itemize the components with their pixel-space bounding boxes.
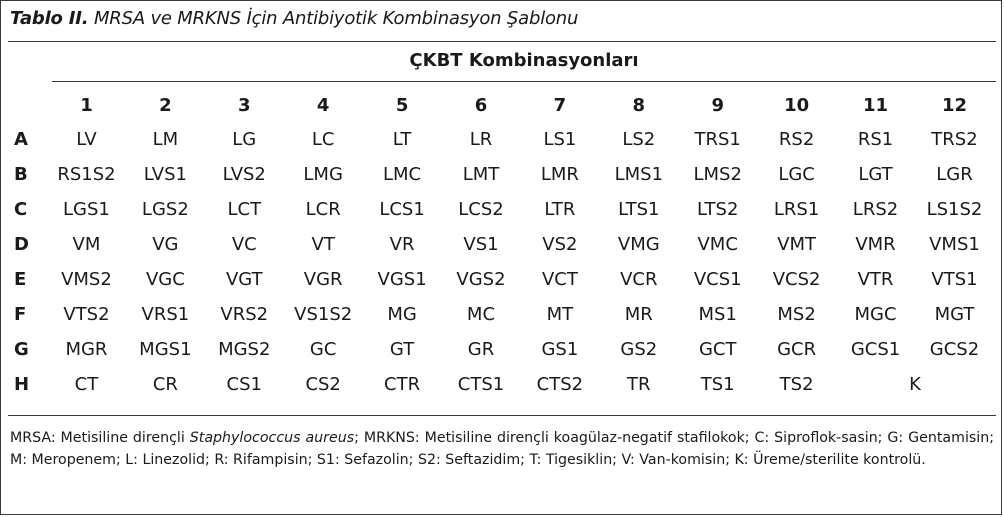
table-cell: VMG <box>617 234 660 255</box>
table-cell: VCT <box>541 269 578 290</box>
table-cell: LMS2 <box>693 164 742 185</box>
table-cell: LMR <box>540 164 579 185</box>
table-cell: MGT <box>934 304 975 325</box>
table-cell: RS1 <box>857 129 894 150</box>
table-cell: LRS1 <box>773 199 820 220</box>
table-row <box>10 227 994 262</box>
table-cell: GCT <box>698 339 737 360</box>
table-cell: LGS1 <box>63 199 110 220</box>
table-cell: LMS1 <box>614 164 664 185</box>
table-cell: VGC <box>145 269 185 290</box>
footnote-text: MRSA: Metisiline dirençli <box>10 430 190 446</box>
table-cell: LGS2 <box>141 199 189 220</box>
table-cell: VRS2 <box>220 304 269 325</box>
table-cell: LGR <box>936 164 973 185</box>
table-cell: VTS1 <box>931 269 978 290</box>
table-cell: GCS2 <box>929 339 980 360</box>
table-cell: GCR <box>777 339 817 360</box>
title-rule <box>8 41 996 42</box>
table-cell: LTS1 <box>618 199 660 220</box>
row-label: D <box>14 234 29 255</box>
table-cell: VGT <box>225 269 263 290</box>
table-cell: LS2 <box>622 129 656 150</box>
table-caption: MRSA ve MRKNS İçin Antibiyotik Kombinasyon Şablonu <box>93 8 579 29</box>
table-number: Tablo II. <box>10 8 89 29</box>
column-header: 3 <box>238 94 251 116</box>
table-cell: VS2 <box>542 234 578 255</box>
table-cell: VMR <box>855 234 896 255</box>
table-cell: LMC <box>383 164 422 185</box>
table-cell: CS1 <box>226 374 262 395</box>
row-label: A <box>14 129 28 150</box>
column-header: 6 <box>474 94 488 116</box>
footnote-text: ; MRKNS: Metisiline dirençli koagülaz-negatif stafilokok; C: Siproflok-sasin; G: Gentamisin; M: Meropenem; L: Linezolid; R: Rifampisin; S1: Sefazolin; S2: Seftazidim; T: Tigesiklin; V: Van-komisin; K: Üreme/sterilite kontrolü. <box>10 430 994 468</box>
column-header: 4 <box>316 94 330 116</box>
row-label: E <box>14 269 27 290</box>
table-cell: GS2 <box>620 339 658 360</box>
table-cell: GC <box>309 339 337 360</box>
table-cell: LGT <box>858 164 893 185</box>
table-row <box>10 367 994 402</box>
table-cell: VTS2 <box>63 304 110 325</box>
table-cell: MGS1 <box>139 339 192 360</box>
table-cell: LS1 <box>543 129 577 150</box>
table-row <box>10 192 994 227</box>
table-cell: GT <box>389 339 415 360</box>
table-cell: TS2 <box>779 374 814 395</box>
table-cell: VGR <box>303 269 343 290</box>
table-cell: RS2 <box>778 129 815 150</box>
table-cell: LVS1 <box>143 164 187 185</box>
table-cell: LM <box>152 129 179 150</box>
column-header: 11 <box>862 94 889 116</box>
group-header-rule <box>52 81 996 82</box>
table-title <box>10 8 578 29</box>
table-cell: LGC <box>778 164 815 185</box>
table-row <box>10 157 994 192</box>
table-cell: LT <box>392 129 412 150</box>
column-header: 12 <box>941 94 968 116</box>
table-cell: MT <box>546 304 574 325</box>
column-header: 5 <box>395 94 409 116</box>
table-cell: VTR <box>857 269 894 290</box>
table-cell: LV <box>76 129 97 150</box>
table-cell: VR <box>389 234 415 255</box>
row-label: H <box>14 374 30 395</box>
table-cell: MGR <box>65 339 108 360</box>
row-label: F <box>14 304 27 325</box>
table-cell: VMS2 <box>61 269 112 290</box>
table-cell: MS1 <box>698 304 737 325</box>
table-cell: LVS2 <box>222 164 266 185</box>
table-cell: VM <box>72 234 101 255</box>
combination-table <box>10 88 994 402</box>
table-row <box>10 262 994 297</box>
table-cell: VGS2 <box>456 269 506 290</box>
table-cell: VCS1 <box>693 269 742 290</box>
table-cell: VCR <box>620 269 658 290</box>
table-cell: LC <box>311 129 335 150</box>
group-header: ÇKBT Kombinasyonları <box>409 50 639 71</box>
table-cell: LCS2 <box>458 199 504 220</box>
table-cell: CTS1 <box>457 374 505 395</box>
table-cell: LMT <box>462 164 500 185</box>
column-header-row <box>10 88 994 122</box>
table-cell: LRS2 <box>852 199 899 220</box>
table-cell-control: K <box>909 374 921 395</box>
table-cell: VCS2 <box>772 269 821 290</box>
table-cell: VS1 <box>463 234 499 255</box>
table-cell: LCR <box>305 199 341 220</box>
table-cell: LG <box>232 129 257 150</box>
table-cell: GS1 <box>541 339 579 360</box>
table-cell: LCT <box>227 199 262 220</box>
table-cell: CS2 <box>305 374 341 395</box>
table-cell: MR <box>624 304 653 325</box>
column-header: 7 <box>553 94 567 116</box>
table-row <box>10 122 994 157</box>
table-cell: VMT <box>777 234 817 255</box>
table-cell: VMC <box>697 234 738 255</box>
table-cell: VC <box>231 234 257 255</box>
column-header: 2 <box>159 94 172 116</box>
table-cell: MGS2 <box>218 339 271 360</box>
table-cell: TRS1 <box>694 129 741 150</box>
column-header: 8 <box>632 94 646 116</box>
table-cell: TR <box>627 374 651 395</box>
table-cell: MG <box>387 304 417 325</box>
table-cell: VS1S2 <box>294 304 353 325</box>
table-cell: CT <box>74 374 99 395</box>
table-cell: GCS1 <box>850 339 901 360</box>
table-cell: LCS1 <box>379 199 425 220</box>
table-cell: VG <box>152 234 179 255</box>
table-cell: CR <box>152 374 178 395</box>
column-header: 10 <box>784 94 810 116</box>
table-cell: MC <box>466 304 496 325</box>
row-label: B <box>14 164 28 185</box>
table-cell: LTR <box>544 199 576 220</box>
table-cell: MGC <box>854 304 897 325</box>
table-cell: VT <box>311 234 335 255</box>
table-cell: VGS1 <box>377 269 427 290</box>
table-cell: GR <box>467 339 495 360</box>
footnote-organism: Staphylococcus aureus <box>189 430 355 446</box>
table-cell: TRS2 <box>931 129 978 150</box>
row-label: C <box>14 199 28 220</box>
corner-cell <box>10 88 47 122</box>
table-cell: TS1 <box>700 374 735 395</box>
table-cell: CTS2 <box>536 374 584 395</box>
table-bottom-rule <box>8 415 996 416</box>
column-header: 9 <box>711 94 724 116</box>
table-cell: LTS2 <box>696 199 739 220</box>
column-header: 1 <box>80 94 93 116</box>
table-row <box>10 297 994 332</box>
table-footnote <box>10 427 994 471</box>
table-cell: LMG <box>303 164 343 185</box>
table-cell: MS2 <box>777 304 816 325</box>
table-cell: VMS1 <box>929 234 980 255</box>
row-label: G <box>14 339 29 360</box>
table-row <box>10 332 994 367</box>
table-cell: LS1S2 <box>926 199 983 220</box>
table-cell: RS1S2 <box>57 164 116 185</box>
table-cell: CTR <box>384 374 421 395</box>
table-cell: VRS1 <box>141 304 190 325</box>
table-cell: LR <box>469 129 493 150</box>
